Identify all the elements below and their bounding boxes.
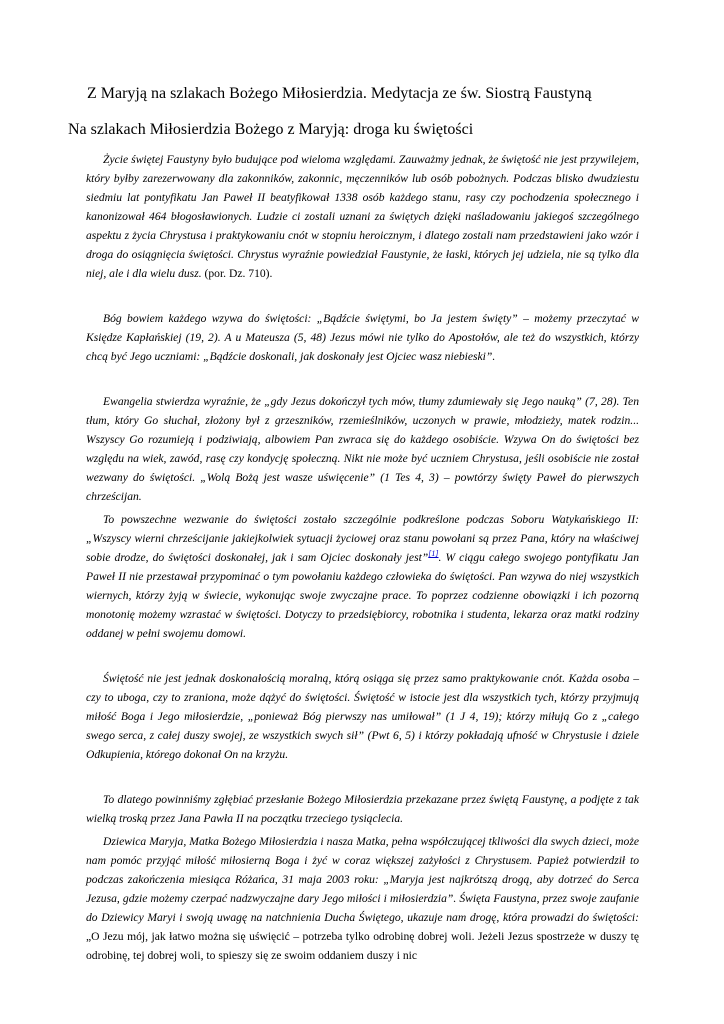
paragraph-4-text-b: . W ciągu całego swojego pontyfikatu Jan Paweł II nie przestawał przypominać o tym powołaniu każdego człowieka do świętości. Pan wzywa do niej wszystkich wiernych, którzy żyją w świecie, wykonując swoje zwyczajne prace. To poprzez codzienne obowiązki i ich pozorną monotonię możemy wzrastać w świętości. Dotyczy to przedsiębiorcy, robotnika i studenta, lekarza oraz matki rodziny oddanej w pełni swojemu domowi. (86, 551, 640, 640)
paragraph-gap (86, 764, 639, 790)
document-body (86, 150, 639, 965)
paragraph-5: Świętość nie jest jednak doskonałością moralną, którą osiąga się przez samo praktykowanie cnót. Każda osoba – czy to uboga, czy to zraniona, może dążyć do świętości. Świętość w istocie jest dla wszystkich tych, którzy przyjmują miłość Boga i Jego miłosierdzie, „ponieważ Bóg pierwszy nas umiłował” (1 J 4, 19); którzy miłują Go z „całego swego serca, z całej duszy swojej, ze wszystkich swych sił” (Pwt 6, 5) i którzy pokładają ufność w Chrystusie i dziele Odkupienia, którego dokonał On na krzyżu. (86, 672, 639, 761)
document-title: Z Maryją na szlakach Bożego Miłosierdzia. Medytacja ze św. Siostrą Faustyną (87, 85, 592, 102)
paragraph-1 (86, 150, 639, 283)
paragraph-1-text: Życie świętej Faustyny było budujące pod wieloma względami. Zauważmy jednak, że świętość nie jest przywilejem, który byłby zarezerwowany dla zakonników, zakonnic, męczenników lub osób pobożnych. Podczas blisko dwudziestu siedmiu lat pontyfikatu Jan Paweł II beatyfikował 1338 osób każdego stanu, rasy czy pochodzenia społecznego i kanonizował 464 błogosławionych. Ludzie ci zostali uznani za świętych dzięki naśladowaniu jakiegoś szczególnego aspektu z życia Chrystusa i praktykowaniu cnót w stopniu heroicznym, i dlatego zostali nam przedstawieni jako wzór i droga do osiągnięcia świętości. Chrystus wyraźnie powiedział Faustynie, że łaski, których jej udziela, nie są tylko dla niej, ale i dla wielu dusz. (86, 153, 639, 280)
paragraph-gap (86, 366, 639, 392)
paragraph-4-text-a: To powszechne wezwanie do świętości zostało szczególnie podkreślone podczas Soboru Watykańskiego II: „Wszyscy wierni chrześcijanie jakiejkolwiek sytuacji życiowej oraz stanu powołani są przez Pana, który na właściwej sobie drodze, do świętości doskonałej, jak i sam Ojciec doskonały jest” (86, 513, 639, 564)
paragraph-7-text: Dziewica Maryja, Matka Bożego Miłosierdzia i nasza Matka, pełna współczującej tkliwości dla swych dzieci, może nam pomóc przyjąć miłość miłosierną Boga i żyć w coraz większej zażyłości z Chrystusem. Papież potwierdził to podczas zakończenia miesiąca Różańca, 31 maja 2003 roku: „Maryja jest najkrótszą drogą, aby dotrzeć do Serca Jezusa, gdzie możemy czerpać nadzwyczajne dary Jego miłości i miłosierdzia”. Święta Faustyna, przez swoje zaufanie do Dziewicy Maryi i swoją uwagę na natchnienia Ducha Świętego, ukazuje nam drogę, która prowadzi do świętości: (86, 835, 639, 924)
paragraph-3: Ewangelia stwierdza wyraźnie, że „gdy Jezus dokończył tych mów, tłumy zdumiewały się Jego nauką” (7, 28). Ten tłum, który Go słuchał, złożony był z grzeszników, rzemieślników, uczonych w prawie, młodzieży, matek rodzin... Wszyscy Go rozumieją i podziwiają, albowiem Pan zwraca się do każdego osobiście. Wzywa On do świętości bez względu na wiek, zawód, rasę czy kondycję społeczną. Nikt nie może być uczniem Chrystusa, jeśli osobiście nie został wezwany do świętości. „Wolą Bożą jest wasze uświęcenie” (1 Tes 4, 3) – powtórzy święty Paweł do pierwszych chrześcijan. (86, 395, 639, 503)
section-heading: Na szlakach Miłosierdzia Bożego z Maryją: droga ku świętości (68, 121, 474, 138)
paragraph-gap (86, 643, 639, 669)
paragraph-gap (86, 283, 639, 309)
footnote-link[interactable]: [1] (428, 549, 439, 559)
paragraph-4 (86, 510, 639, 643)
paragraph-7 (86, 832, 639, 965)
paragraph-6: To dlatego powinniśmy zgłębiać przesłanie Bożego Miłosierdzia przekazane przez świętą Faustynę, a podjęte z tak wielką troską przez Jana Pawła II na początku trzeciego tysiąclecia. (86, 793, 639, 825)
paragraph-1-citation: (por. Dz. 710). (201, 267, 273, 280)
paragraph-2: Bóg bowiem każdego wzywa do świętości: „Bądźcie świętymi, bo Ja jestem święty” – możemy przeczytać w Księdze Kapłańskiej (19, 2). A u Mateusza (5, 48) Jezus mówi nie tylko do Apostołów, ale też do wszystkich, którzy chcą być Jego uczniami: „Bądźcie doskonali, jak doskonały jest Ojciec wasz niebieski”. (86, 312, 639, 363)
paragraph-7-quote: „O Jezu mój, jak łatwo można się uświęcić – potrzeba tylko odrobinę dobrej woli. Jeżeli Jezus spostrzeże w duszy tę odrobinę, tej dobrej woli, to spieszy się ze swoim oddaniem duszy i nic (86, 930, 639, 962)
